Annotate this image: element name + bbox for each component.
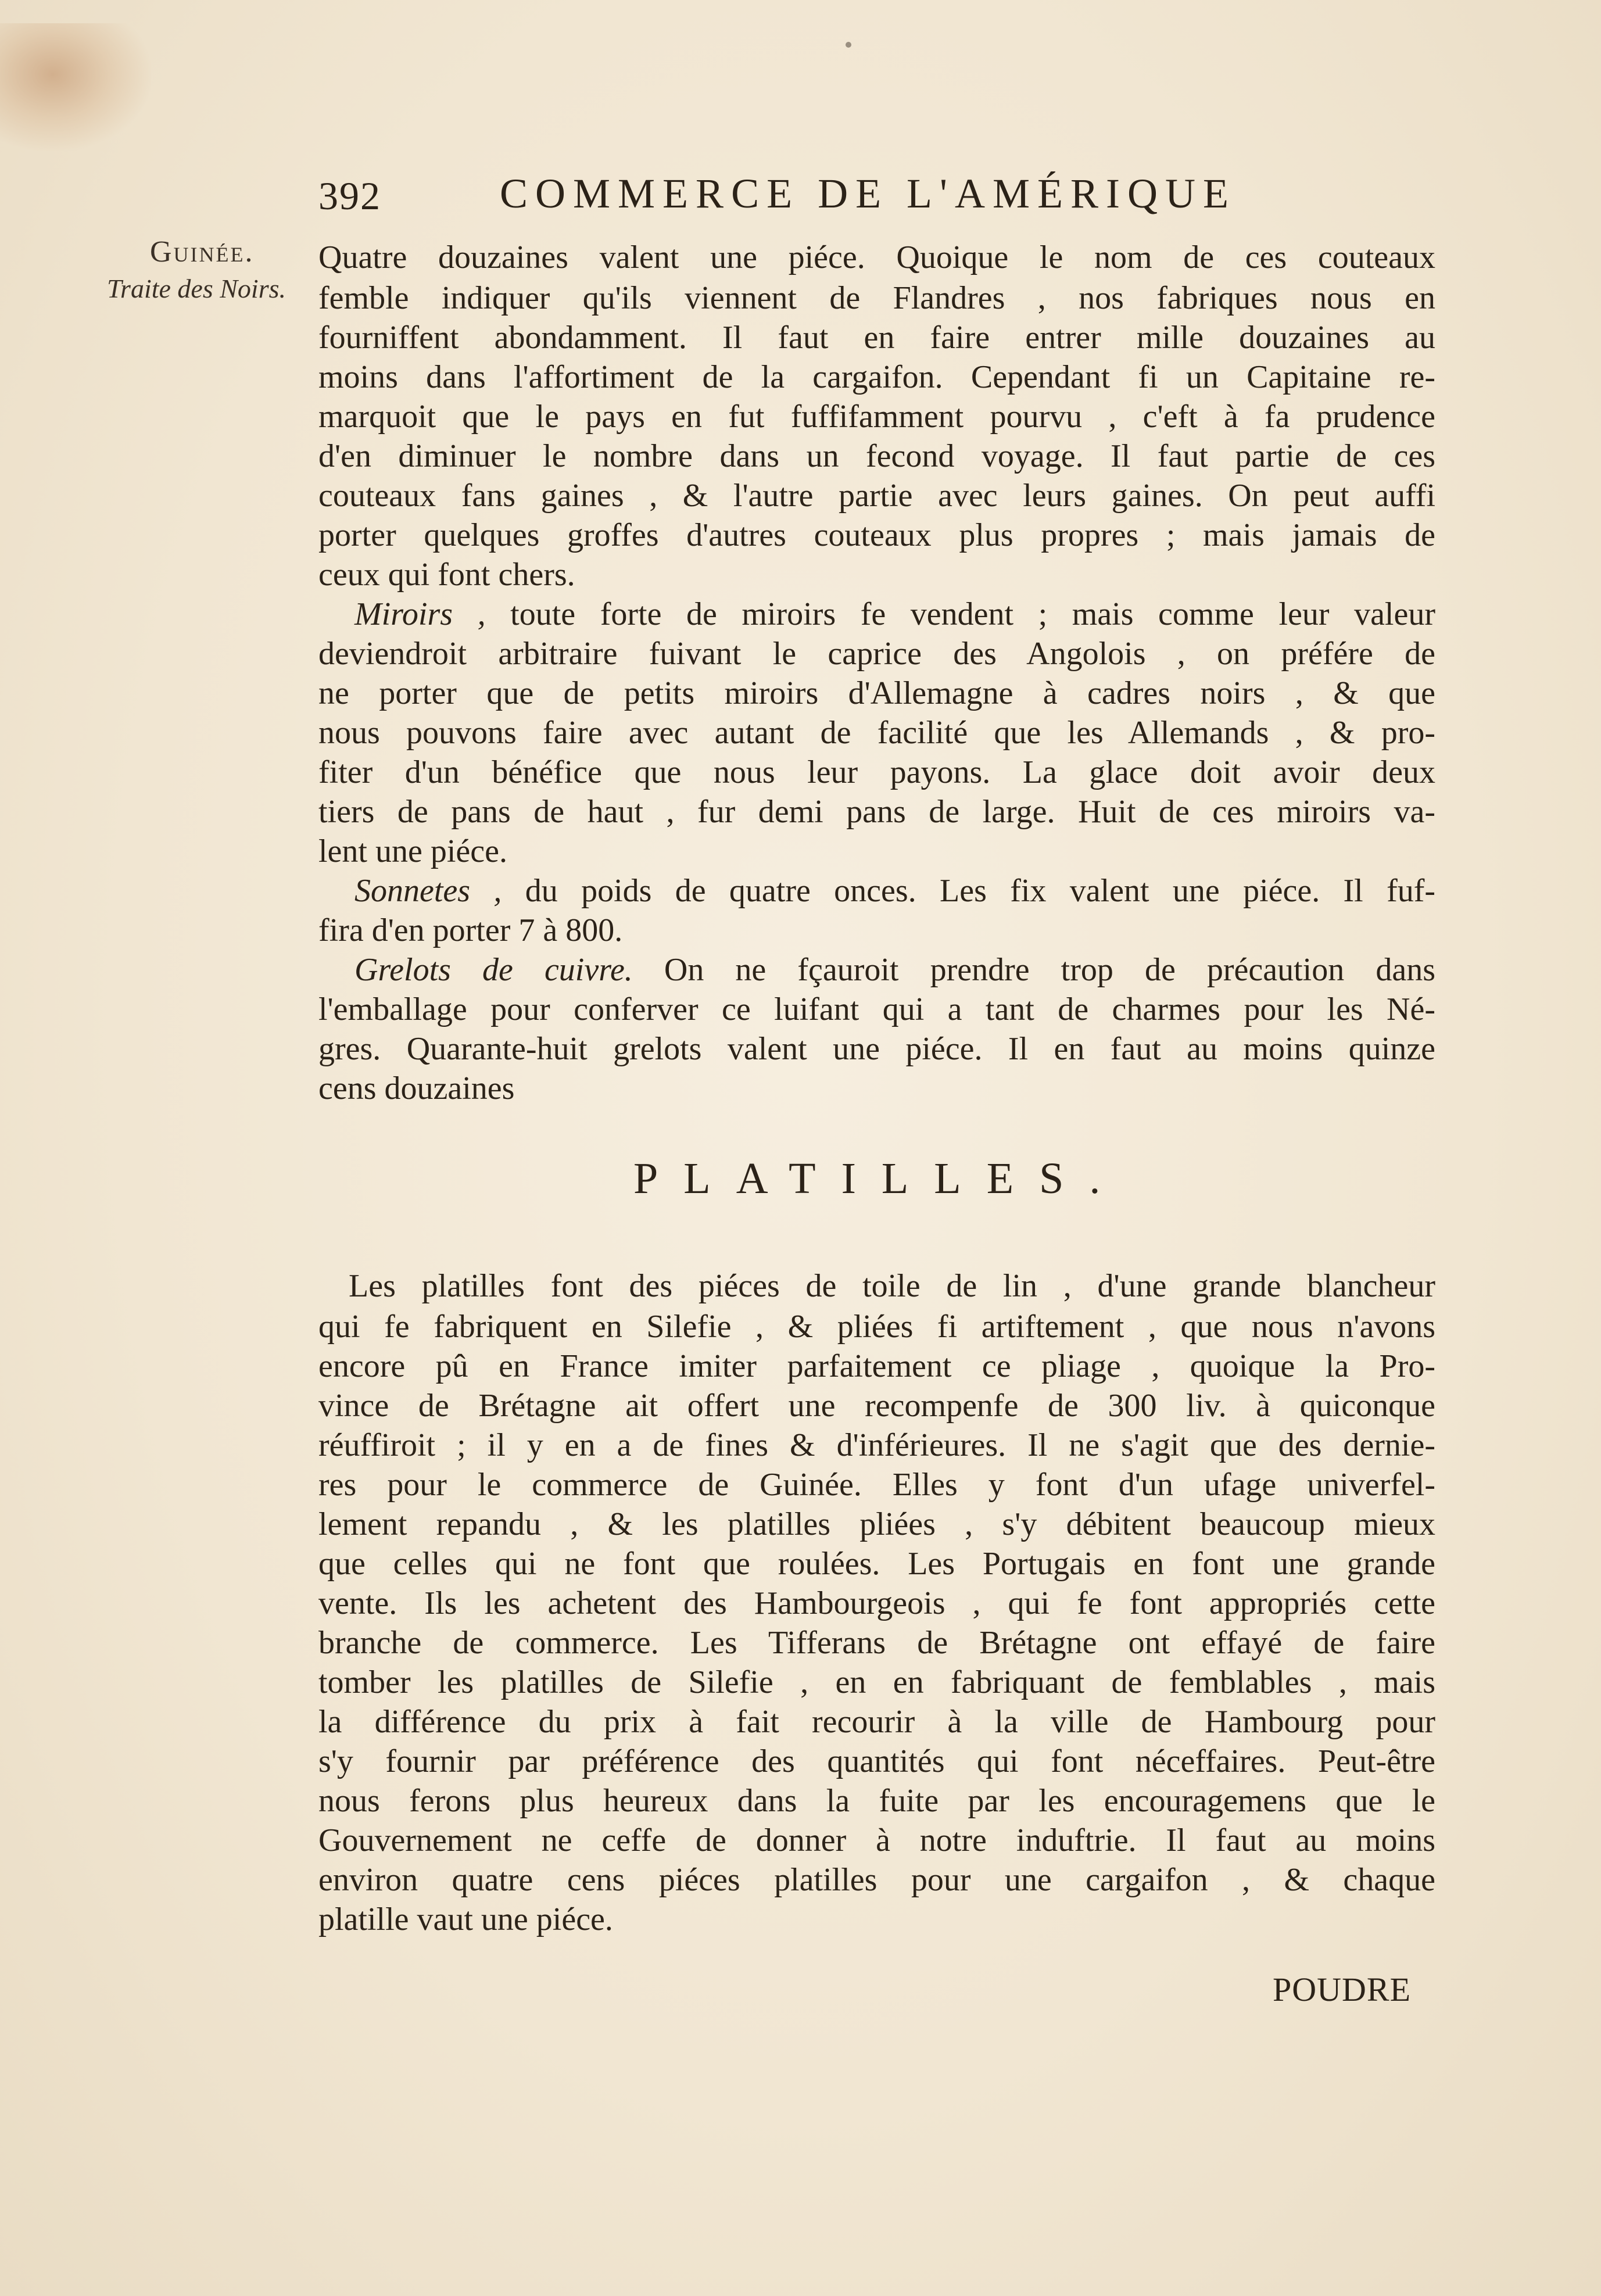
- text-line: Quatre douzaines valent une piéce. Quoique le nom de ces couteaux: [318, 239, 1435, 275]
- text-line: ceux qui font chers.: [318, 557, 575, 593]
- text-line: l'emballage pour conferver ce luifant qui a tant de charmes pour les Né-: [318, 991, 1435, 1027]
- entry-term-sonnetes: Sonnetes ,: [354, 873, 502, 909]
- text-line: porter quelques groffes d'autres couteaux plus propres ; mais jamais de: [318, 517, 1435, 553]
- margin-note-guinee: Guinée.: [150, 235, 255, 268]
- text-line: fourniffent abondamment. Il faut en faire entrer mille douzaines au: [318, 320, 1435, 356]
- text-line: la différence du prix à fait recourir à la ville de Hambourg pour: [318, 1704, 1435, 1740]
- page-number: 392: [318, 174, 381, 218]
- text-line: que celles qui ne font que roulées. Les Portugais en font une grande: [318, 1546, 1435, 1582]
- entry-miroirs-first-line: [318, 594, 1435, 635]
- margin-note-traite: Traite des Noirs.: [107, 274, 286, 303]
- text-line: encore pû en France imiter parfaitement ce pliage , quoique la Pro-: [318, 1348, 1435, 1384]
- text-line: couteaux fans gaines , & l'autre partie avec leurs gaines. On peut auffi: [318, 478, 1435, 514]
- text-line: vente. Ils les achetent des Hambourgeois , qui fe font appropriés cette: [318, 1585, 1435, 1621]
- entry-text: On ne fçauroit prendre trop de précaution dans: [632, 952, 1435, 988]
- text-line: res pour le commerce de Guinée. Elles y font d'un ufage univerfel-: [318, 1467, 1435, 1503]
- text-line: platille vaut une piéce.: [318, 1901, 613, 1937]
- text-line: lent une piéce.: [318, 833, 507, 869]
- text-line: Gouvernement ne ceffe de donner à notre induftrie. Il faut au moins: [318, 1822, 1435, 1858]
- entry-text: toute forte de miroirs fe vendent ; mais comme leur valeur: [485, 596, 1435, 632]
- catchword: POUDRE: [1273, 1971, 1412, 2008]
- text-line: femble indiquer qu'ils viennent de Flandres , nos fabriques nous en: [318, 280, 1435, 316]
- text-line: ne porter que de petits miroirs d'Allemagne à cadres noirs , & que: [318, 675, 1435, 711]
- page-header: [318, 167, 1277, 225]
- text-line: d'en diminuer le nombre dans un fecond voyage. Il faut partie de ces: [318, 438, 1435, 474]
- text-line: nous pouvons faire avec autant de facilité que les Allemands , & pro-: [318, 715, 1435, 751]
- text-line: branche de commerce. Les Tifferans de Brétagne ont effayé de faire: [318, 1625, 1435, 1661]
- text-line: s'y fournir par préférence des quantités qui font néceffaires. Peut-être: [318, 1743, 1435, 1779]
- text-line: gres. Quarante-huit grelots valent une piéce. Il en faut au moins quinze: [318, 1031, 1435, 1067]
- text-line: deviendroit arbitraire fuivant le caprice des Angolois , on préfére de: [318, 636, 1435, 672]
- text-line: fiter d'un bénéfice que nous leur payons. La glace doit avoir deux: [318, 754, 1435, 790]
- text-line: nous ferons plus heureux dans la fuite par les encouragemens que le: [318, 1783, 1435, 1819]
- entry-sonnetes-first-line: [318, 871, 1435, 911]
- entry-term-grelots: Grelots de cuivre.: [354, 952, 633, 988]
- text-line: moins dans l'affortiment de la cargaifon. Cependant fi un Capitaine re-: [318, 359, 1435, 395]
- ink-speck: [846, 42, 851, 48]
- entry-grelots-first-line: [318, 950, 1435, 990]
- text-line: cens douzaines: [318, 1070, 515, 1106]
- text-line: tiers de pans de haut , fur demi pans de large. Huit de ces miroirs va-: [318, 794, 1435, 830]
- foxing-stain: [0, 23, 151, 151]
- text-line: marquoit que le pays en fut fuffifamment pourvu , c'eft à fa prudence: [318, 399, 1435, 435]
- text-line: tomber les platilles de Silefie , en en fabriquant de femblables , mais: [318, 1664, 1435, 1700]
- running-title: COMMERCE DE L'AMÉRIQUE: [500, 170, 1236, 217]
- text-line: environ quatre cens piéces platilles pour une cargaifon , & chaque: [318, 1862, 1435, 1898]
- section-heading: PLATILLES.: [633, 1154, 1126, 1203]
- text-line: lement repandu , & les platilles pliées , s'y débitent beaucoup mieux: [318, 1506, 1435, 1542]
- text-line: qui fe fabriquent en Silefie , & pliées fi artiftement , que nous n'avons: [318, 1309, 1435, 1345]
- text-line: vince de Brétagne ait offert une recompenfe de 300 liv. à quiconque: [318, 1388, 1435, 1424]
- text-line: réuffiroit ; il y en a de fines & d'inférieures. Il ne s'agit que des dernie-: [318, 1427, 1435, 1463]
- text-line: Les platilles font des piéces de toile de lin , d'une grande blancheur: [349, 1268, 1435, 1304]
- text-line: fira d'en porter 7 à 800.: [318, 912, 623, 948]
- entry-text: du poids de quatre onces. Les fix valent une piéce. Il fuf-: [502, 873, 1436, 909]
- entry-term-miroirs: Miroirs ,: [354, 596, 486, 632]
